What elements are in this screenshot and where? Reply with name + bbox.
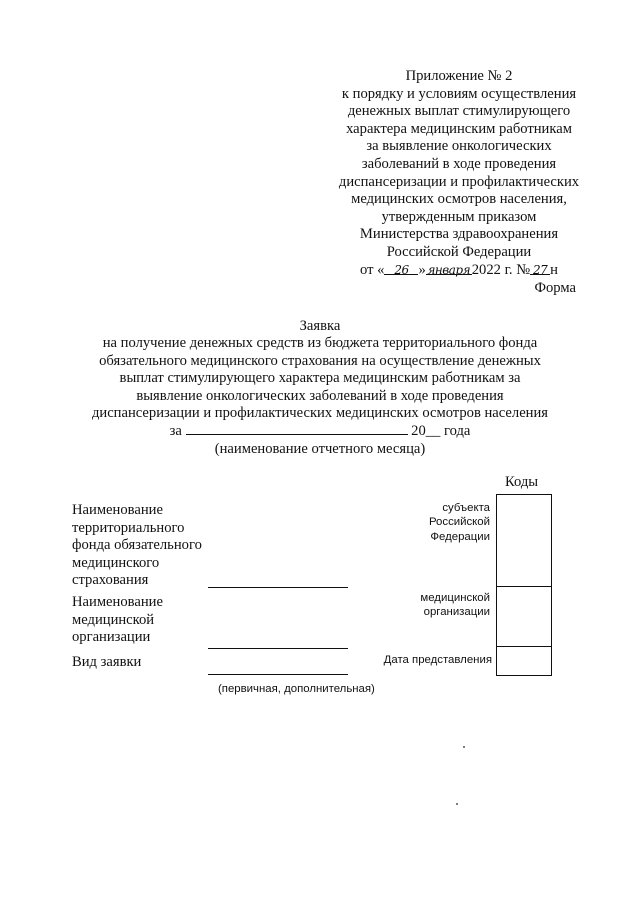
appendix-line: за выявление онкологических: [366, 138, 552, 155]
request-block: [60, 318, 580, 458]
order-number-handwritten: 27: [530, 262, 550, 275]
scan-speck: [456, 803, 458, 805]
appendix-line: Приложение № 2: [405, 68, 513, 84]
appendix-line: денежных выплат стимулирующего: [347, 103, 571, 120]
appendix-header: [330, 68, 588, 279]
fund-name-field[interactable]: [208, 587, 348, 588]
date-code-cell[interactable]: [497, 647, 551, 674]
subject-code-cell[interactable]: [497, 495, 551, 585]
subject-code-label: субъекта Российской Федерации: [428, 502, 490, 543]
order-date-line: от « 26 » января 2022 г. № 27 н: [360, 261, 558, 278]
appendix-line: Российской Федерации: [386, 243, 532, 260]
period-prefix: за: [169, 423, 182, 440]
appendix-line: характера медицинским работникам: [346, 120, 572, 137]
request-line: выплат стимулирующего характера медицинским работникам за: [119, 370, 521, 387]
org-code-label: медицинской организации: [420, 592, 490, 619]
appendix-line: медицинских осмотров населения,: [351, 191, 567, 208]
request-type-field[interactable]: [208, 674, 348, 675]
period-hint: (наименование отчетного месяца): [214, 440, 426, 457]
codes-title: Коды: [505, 474, 539, 490]
period-line: [60, 422, 580, 440]
request-type-hint: (первичная, дополнительная): [218, 683, 375, 695]
appendix-line: диспансеризации и профилактических: [338, 173, 580, 190]
org-name-label: Наименование медицинской организации: [72, 594, 163, 646]
request-title: Заявка: [299, 318, 341, 334]
appendix-line: к порядку и условиям осуществления: [341, 85, 577, 102]
fund-name-label: Наименование территориального фонда обязательного медицинского страхования: [72, 502, 202, 589]
order-prefix: от «: [360, 261, 385, 278]
request-line: обязательного медицинского страхования на осуществление денежных: [99, 352, 541, 369]
period-month-field[interactable]: [186, 422, 408, 435]
scan-speck: [463, 746, 465, 748]
appendix-line: Министерства здравоохранения: [359, 226, 559, 243]
order-month-handwritten: января: [427, 262, 471, 277]
appendix-line: утвержденным приказом: [381, 208, 537, 225]
org-code-cell[interactable]: [497, 587, 551, 645]
period-year: 20__ года: [411, 423, 471, 440]
order-year: 2022 г. №: [471, 261, 531, 278]
date-label: Дата представления: [383, 654, 492, 666]
org-name-field[interactable]: [208, 648, 348, 649]
order-suffix: н: [550, 261, 558, 278]
form-label: Форма: [534, 280, 576, 296]
request-type-label: Вид заявки: [72, 654, 142, 670]
request-line: диспансеризации и профилактических медицинских осмотров населения: [91, 405, 549, 422]
request-line: выявление онкологических заболеваний в ходе проведения: [136, 387, 504, 404]
appendix-line: заболеваний в ходе проведения: [361, 155, 557, 172]
order-day-handwritten: 26: [384, 262, 418, 275]
request-line: на получение денежных средств из бюджета территориального фонда: [102, 335, 538, 352]
